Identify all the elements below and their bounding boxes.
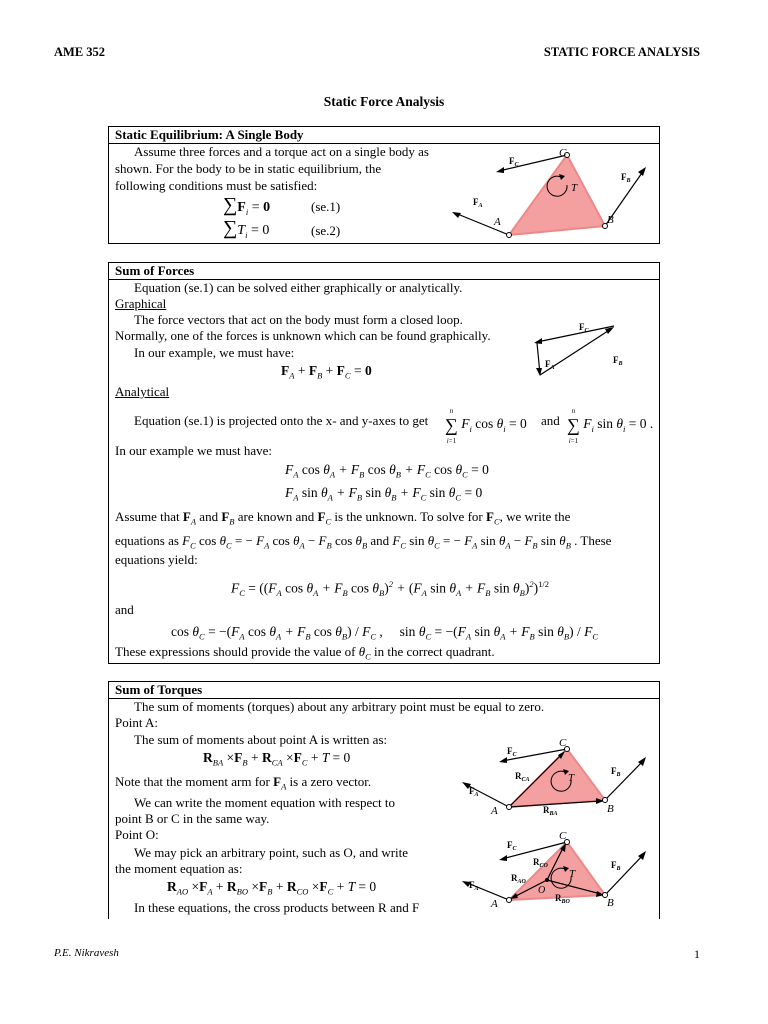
equation-label: (se.2) [311, 223, 341, 238]
svg-text:FC: $F_C$ [509, 156, 519, 168]
section-sum-of-forces [108, 262, 660, 664]
svg-text:FB: $F_B$ [611, 766, 621, 778]
svg-text:FA: $F_A$ [473, 197, 483, 209]
equation-x-balance: $F_A$ $\cos \theta_A + F_B$ $\cos \theta_B + F_C$ $\cos \theta_C = 0$ [285, 462, 489, 480]
page-title: Static Force Analysis [323, 94, 445, 109]
text-line: Point O: [115, 827, 159, 842]
text-line: Normally, one of the forces is unknown which can be found graphically. [115, 328, 491, 343]
svg-text:O: O [538, 885, 546, 896]
svg-text:FC: $F_C$ [507, 840, 517, 852]
text-line: The force vectors that act on the body must form a closed loop. [134, 312, 463, 327]
svg-text:B: B [607, 214, 614, 226]
svg-text:C: C [559, 147, 567, 159]
svg-text:FC: $F_C$ [579, 322, 589, 334]
page-number: 1 [694, 947, 700, 961]
text-line: These expressions should provide the value of $\theta_C$ in the correct quadrant. [115, 644, 495, 662]
section-heading: Sum of Torques [109, 682, 659, 699]
text-line: In our example, we must have: [134, 345, 295, 360]
text-line: Assume three forces and a torque act on a single body as [134, 144, 429, 159]
svg-text:FA: $F_A$ [469, 880, 479, 892]
text-line: the moment equation as: [115, 861, 243, 876]
svg-text:FC: $F_C$ [507, 746, 517, 758]
footer-author: P.E. Nikravesh [54, 947, 119, 959]
section-static-equilibrium [108, 126, 660, 244]
header-topic: STATIC FORCE ANALYSIS [543, 45, 700, 59]
section-sum-of-torques [108, 681, 660, 917]
equation-fc-magnitude: $F_C = ((F_A$ $\cos \theta_A + F_B$ $\cos \theta_B)^2 + (F_A$ $\sin \theta_A + F_B$ $\sin \theta_B)^2)^{1/2}$ [231, 579, 549, 599]
equation-moment-o: $R_{AO} \times F_A + R_{BO} \times F_B + R_{CO} \times F_C + T = 0$ [167, 879, 377, 897]
box-border-left [108, 917, 109, 919]
text-line: and [541, 413, 560, 428]
section-heading: Static Equilibrium: A Single Body [109, 127, 659, 144]
text-line: Equation (se.1) is projected onto the x- and y-axes to get [134, 413, 429, 428]
svg-text:RCA: $R_{CA}$ [515, 771, 530, 783]
text-line: We may pick an arbitrary point, such as O, and write [134, 845, 409, 860]
equation-sum-torques: $\sum T_i = 0$ [223, 217, 270, 240]
svg-text:FB: $F_B$ [611, 860, 621, 872]
svg-text:RAO: $R_{AO}$ [511, 873, 526, 885]
equation-label: (se.1) [311, 199, 341, 214]
text-line: The sum of moments about point A is written as: [134, 732, 388, 747]
text-line: Note that the moment arm for $F_A$ is a zero vector. [115, 774, 372, 792]
svg-text:RBO: $R_{BO}$ [555, 893, 570, 905]
svg-text:A: A [494, 216, 501, 228]
svg-text:A: A [491, 805, 498, 817]
equation-moment-a: $R_{BA} \times F_B + R_{CA} \times F_C + T = 0$ [203, 750, 351, 768]
svg-text:FB: $F_B$ [613, 355, 623, 367]
svg-text:FA: $F_A$ [469, 786, 479, 798]
moment-about-a-diagram [109, 682, 661, 918]
text-line: Point A: [115, 715, 158, 730]
equation-force-loop: $F_A + F_B + F_C = 0$ [281, 363, 372, 381]
text-line: point B or C in the same way. [115, 811, 270, 826]
svg-text:FB: $F_B$ [621, 172, 631, 184]
body-forces-diagram [109, 127, 661, 245]
subheading-graphical: Graphical [115, 296, 167, 311]
svg-text:FA: $F_A$ [545, 359, 555, 371]
text-line: equations yield: [115, 552, 198, 567]
svg-text:RCO: $R_{CO}$ [533, 857, 548, 869]
svg-text:B: B [607, 897, 614, 909]
box-border-right [659, 917, 660, 919]
text-line: Equation (se.1) can be solved either graphically or analytically. [134, 280, 463, 295]
text-line: equations as $F_C$ $\cos \theta_C$ = − $F_A$ $\cos \theta_A - F_B$ $\cos \theta_B$ and $F_C$ $\sin \theta_C$ = − $F_A$ $\sin \theta_A - F_B$ $\sin \theta_B$ . These [115, 533, 612, 551]
subheading-analytical: Analytical [115, 384, 170, 399]
equation-sum-cos: n ∑ i=1 $F_i$ $\cos \theta_i = 0$ [445, 407, 527, 445]
text-line: We can write the moment equation with respect to [134, 795, 396, 810]
svg-text:T: T [569, 868, 576, 880]
equation-sum-forces: $\sum F_i = 0$ [223, 194, 271, 217]
svg-text:RBA: $R_{BA}$ [543, 805, 558, 817]
svg-text:T: T [568, 772, 575, 784]
text-line: The sum of moments (torques) about any arbitrary point must be equal to zero. [134, 699, 545, 714]
equation-fc-angle: $\cos \theta_C = -(F_A$ $\cos \theta_A + F_B$ $\cos \theta_B) / F_C$ , $\sin \theta_C = -(F_A$ $\sin \theta_A + F_B$ $\sin \theta_B) / F_C$ [171, 624, 599, 642]
header-course: AME 352 [54, 45, 106, 59]
text-line: In these equations, the cross products between R and F [134, 900, 420, 915]
equation-sum-sin: n ∑ i=1 $F_i$ $\sin \theta_i = 0$ . [567, 407, 654, 445]
svg-text:A: A [491, 898, 498, 910]
text-line: following conditions must be satisfied: [115, 178, 318, 193]
section-heading: Sum of Forces [109, 263, 659, 280]
text-line: shown. For the body to be in static equilibrium, the [115, 161, 382, 176]
svg-text:C: C [559, 737, 567, 749]
text-line: Assume that $F_A$ and $F_B$ are known and $F_C$ is the unknown. To solve for $F_C$, we write the [115, 509, 571, 527]
svg-text:C: C [559, 830, 567, 842]
text-line: and [115, 602, 134, 617]
text-line: In our example we must have: [115, 443, 273, 458]
equation-y-balance: $F_A$ $\sin \theta_A + F_B$ $\sin \theta_B + F_C$ $\sin \theta_C = 0$ [285, 485, 483, 503]
svg-text:T: T [571, 182, 578, 194]
svg-text:B: B [607, 803, 614, 815]
